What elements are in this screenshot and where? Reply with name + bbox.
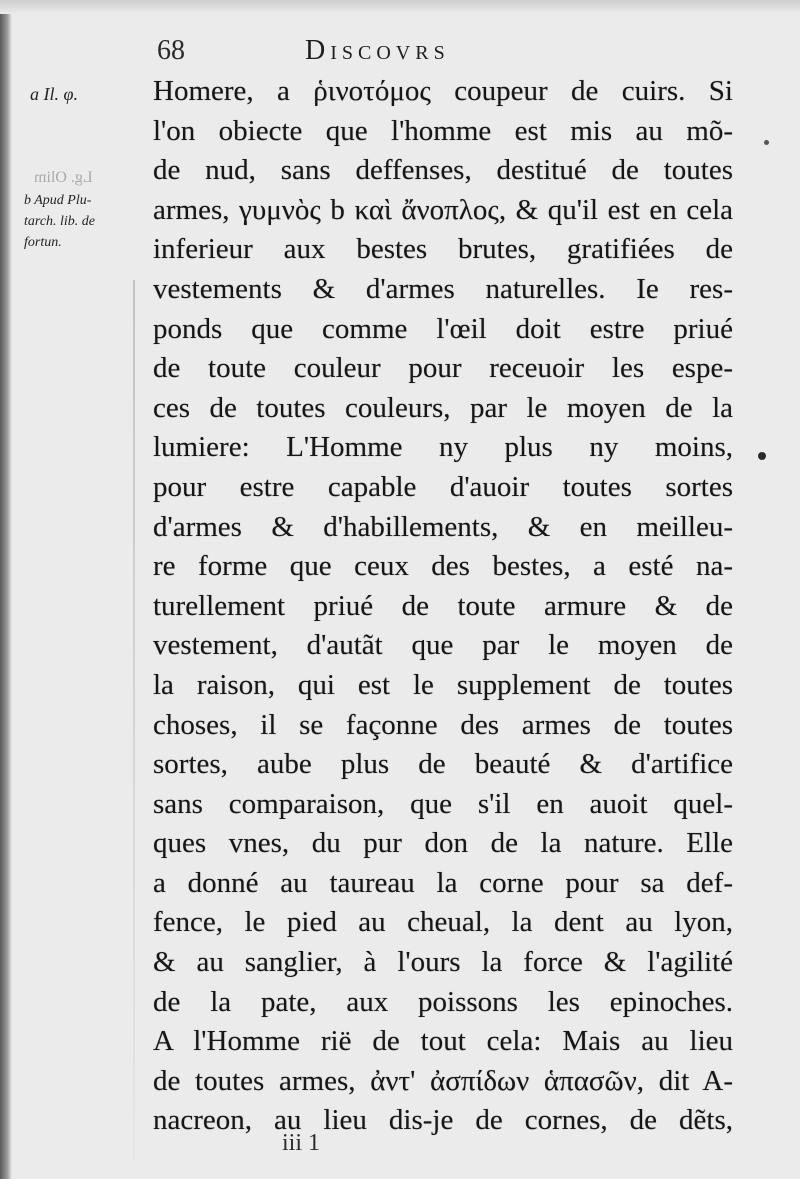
text-line: lumiere: L'Homme ny plus ny moins,	[153, 431, 733, 464]
running-title: Discovrs	[305, 35, 450, 66]
text-line: armes, γυμνὸς b καὶ ἄνοπλος, & qu'il est en cela	[153, 193, 733, 226]
body-text	[153, 72, 733, 1141]
text-line: vestement, d'autãt que par le moyen de	[153, 629, 733, 662]
text-line: pour estre capable d'auoir toutes sortes	[153, 470, 733, 503]
text-line: Homere, a ῥινοτόμος coupeur de cuirs. Si	[153, 75, 733, 107]
text-line: inferieur aux bestes brutes, gratifiées de	[153, 233, 733, 266]
text-line: ponds que comme l'œil doit estre priué	[153, 312, 733, 345]
margin-note-b: b Apud Plu- tarch. lib. de fortun.	[24, 193, 96, 250]
ink-speck	[758, 452, 766, 460]
text-line: de toute couleur pour receuoir les espe-	[153, 352, 733, 385]
gutter-shadow	[133, 280, 135, 1160]
text-line: ces de toutes couleurs, par le moyen de la	[153, 391, 733, 424]
text-line: sortes, aube plus de beauté & d'artifice	[153, 748, 733, 781]
text-line: & au sanglier, à l'ours la force & l'agilité	[153, 946, 733, 979]
text-line: re forme que ceux des bestes, a esté na-	[153, 550, 733, 583]
text-line: vestements & d'armes naturelles. Ie res-	[153, 272, 733, 305]
text-line: de nud, sans deffenses, destitué de toutes	[153, 154, 733, 187]
page-number: 68	[157, 35, 185, 66]
margin-notes	[24, 82, 146, 382]
bleed-through-text: Lg. Olim	[34, 169, 93, 186]
text-line: l'on obiecte que l'homme est mis au mõ-	[153, 114, 733, 147]
running-head	[155, 36, 730, 66]
text-line: a donné au taureau la corne pour sa def-	[153, 866, 733, 899]
text-line: de toutes armes, ἀντ' ἀσπίδων ἁπασῶν, dit A-	[153, 1064, 733, 1097]
text-line: de la pate, aux poissons les epinoches.	[153, 985, 733, 1018]
text-line: fence, le pied au cheual, la dent au lyon,	[153, 906, 733, 939]
text-line: d'armes & d'habillements, & en meilleu-	[153, 510, 733, 543]
text-line: sans comparaison, que s'il en auoit quel-	[153, 787, 733, 820]
text-line: nacreon, au lieu dis-je de cornes, de dẽts,	[153, 1104, 733, 1137]
margin-note-a: a Il. φ.	[30, 84, 78, 104]
text-line: ques vnes, du pur don de la nature. Elle	[153, 827, 733, 860]
ink-speck	[764, 140, 769, 145]
signature-mark: iii 1	[282, 1130, 321, 1156]
text-line: la raison, qui est le supplement de toutes	[153, 668, 733, 701]
text-line: turellement priué de toute armure & de	[153, 589, 733, 622]
text-line: A l'Homme rië de tout cela: Mais au lieu	[153, 1025, 733, 1058]
text-line: choses, il se façonne des armes de toutes	[153, 708, 733, 741]
